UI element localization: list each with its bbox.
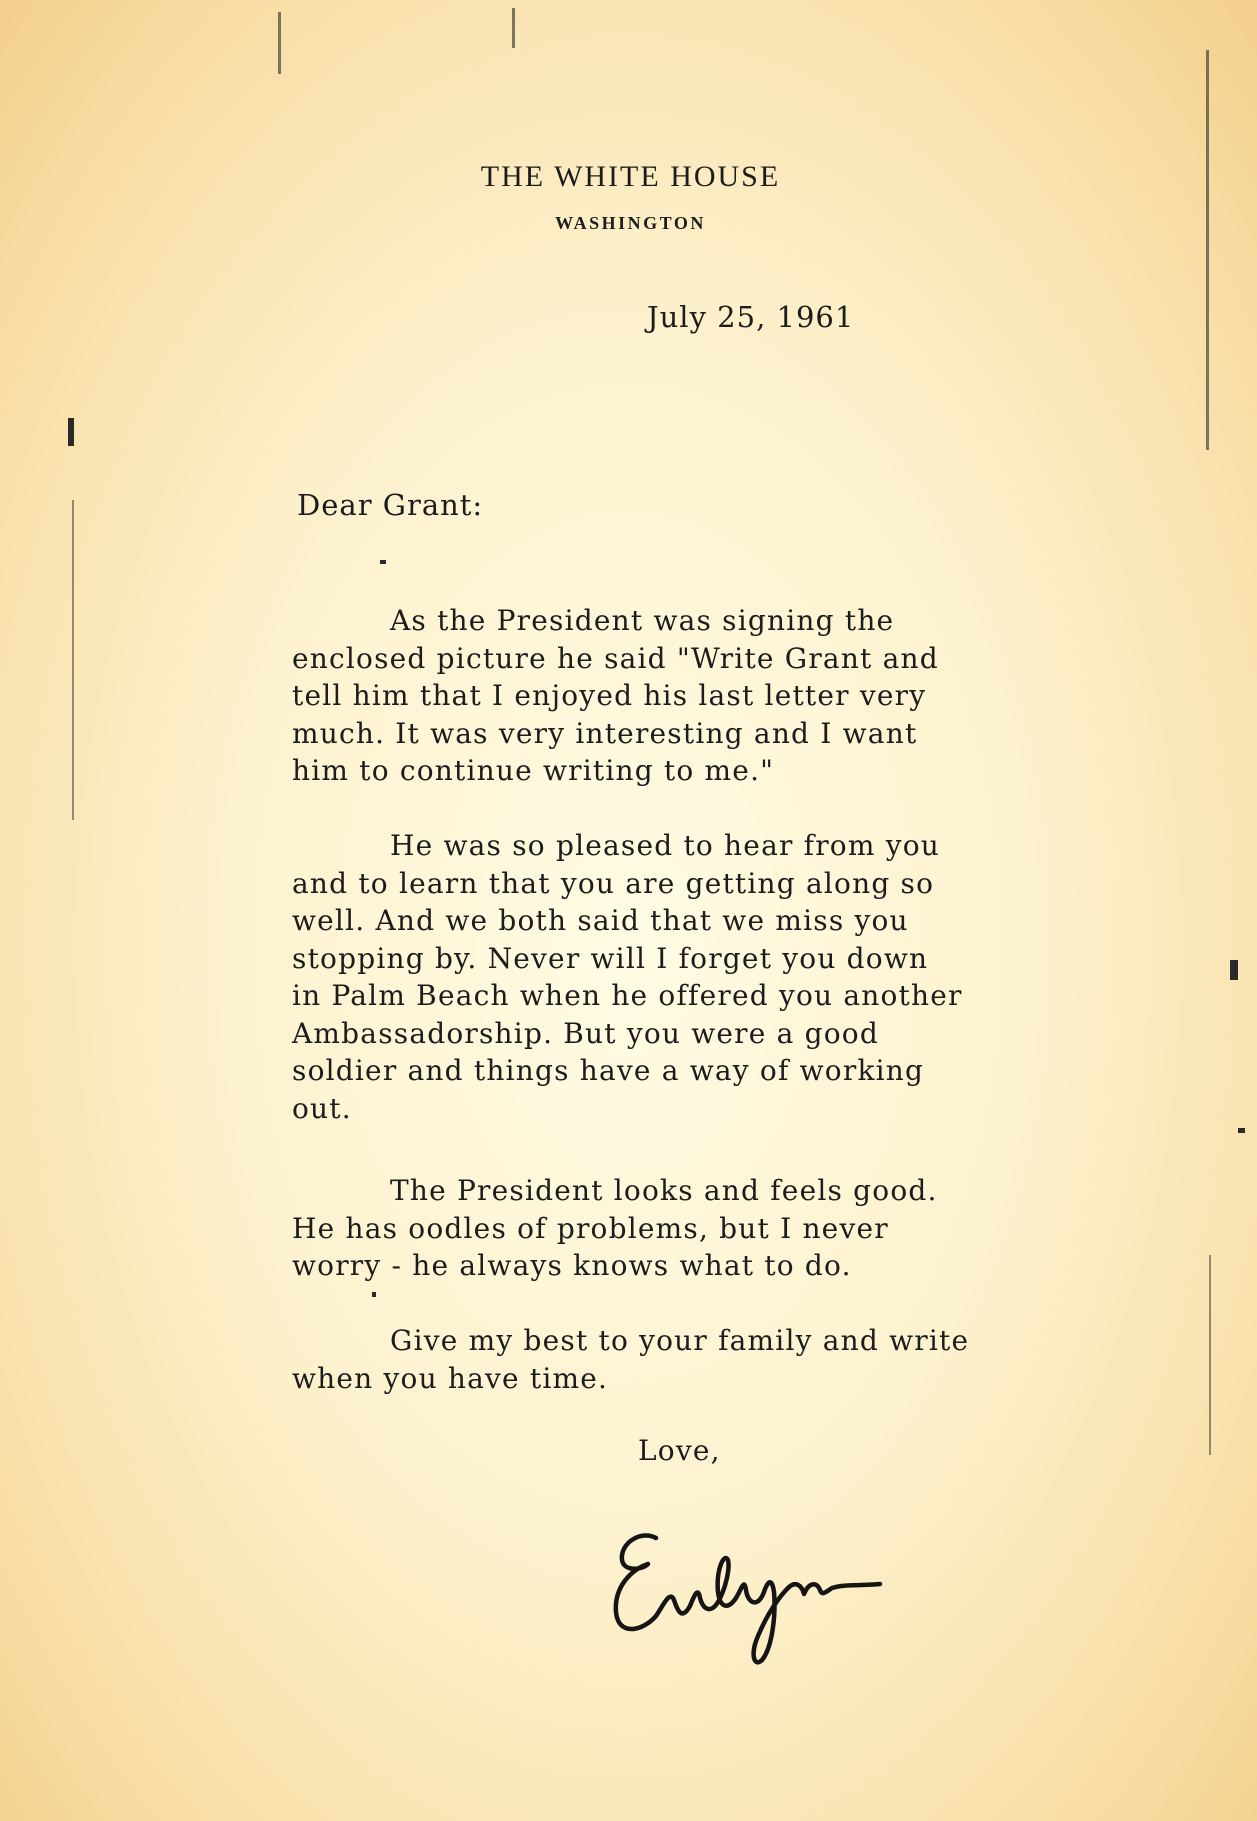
scan-speck [380, 560, 386, 564]
paragraph-2 [292, 827, 1052, 1127]
scan-speck [1238, 1128, 1245, 1133]
paragraph-3 [292, 1172, 1052, 1285]
paragraph-3-text: The President looks and feels good. He has oodles of problems, but I never worry - he always knows what to do. [292, 1174, 938, 1282]
scan-speck [1209, 1255, 1211, 1455]
scan-speck [372, 1292, 376, 1297]
handwritten-signature [612, 1508, 884, 1668]
scan-speck [1230, 960, 1238, 980]
scan-speck [278, 12, 281, 74]
paragraph-1 [292, 602, 1052, 790]
letterhead-location: WASHINGTON [555, 213, 706, 233]
letter-date: July 25, 1961 [647, 300, 855, 334]
salutation: Dear Grant: [297, 488, 484, 522]
letterhead-title: THE WHITE HOUSE [480, 160, 781, 193]
scan-speck [68, 418, 74, 446]
paragraph-1-text: As the President was signing the enclosed picture he said "Write Grant and tell him that I enjoyed his last letter very much. It was very interesting and I want him to continue writing to me." [292, 604, 939, 787]
paragraph-2-text: He was so pleased to hear from you and to learn that you are getting along so well. And we both said that we miss you stopping by. Never will I forget you down in Palm Beach when he offered you another Ambassadorship. But you were a good soldier and things have a way of working out. [292, 829, 963, 1125]
scan-speck [72, 500, 74, 820]
closing: Love, [638, 1434, 721, 1467]
paragraph-4 [292, 1322, 1052, 1397]
scan-speck [1206, 50, 1209, 450]
scan-speck [512, 8, 515, 48]
paragraph-4-text: Give my best to your family and write when you have time. [292, 1324, 970, 1395]
